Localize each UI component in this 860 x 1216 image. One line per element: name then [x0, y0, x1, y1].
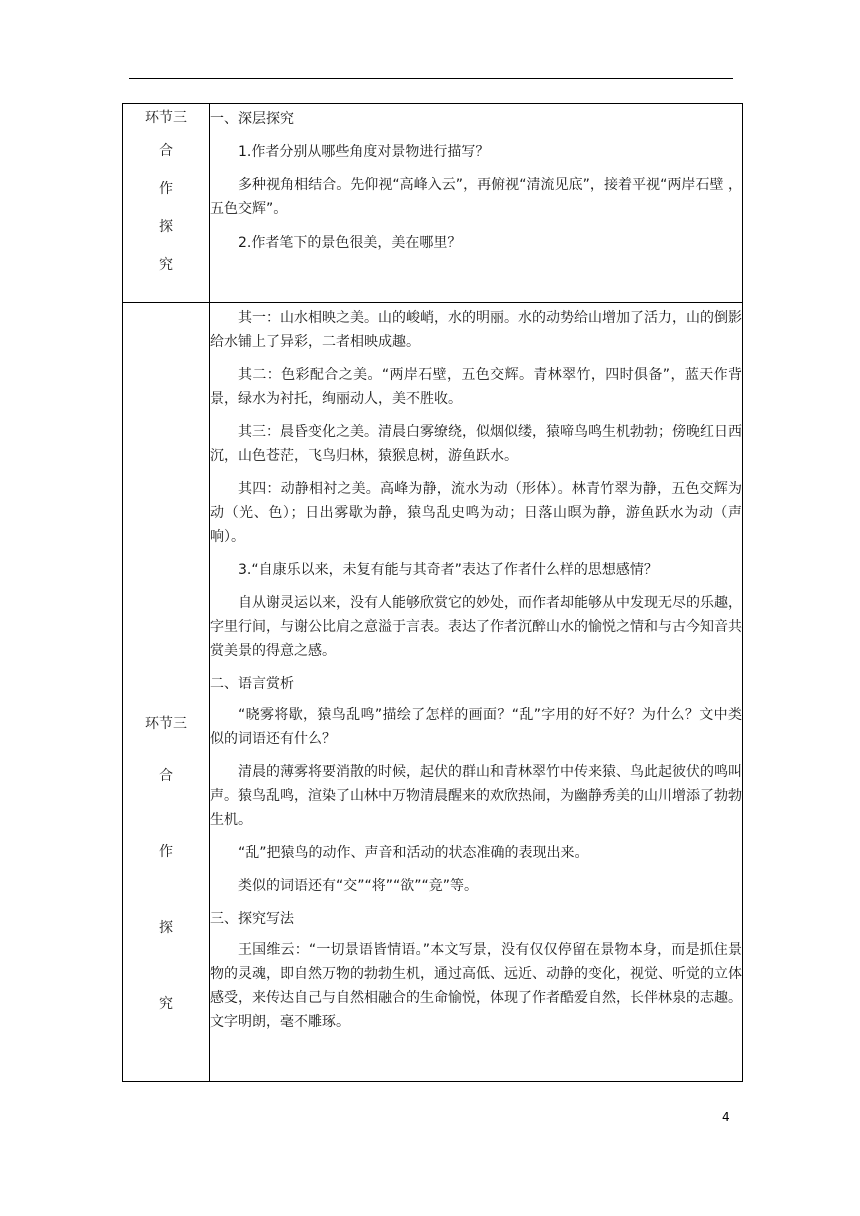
content-cell: [210, 303, 743, 1082]
stage-label-line: 合: [159, 768, 173, 784]
header-rule: [129, 78, 733, 79]
answer: 清晨的薄雾将要消散的时候，起伏的群山和青林翠竹中传来猿、鸟此起彼伏的鸣叫声。猿鸟乱鸣，渲染了山林中万物清晨醒来的欢欣热闹，为幽静秀美的山川增添了勃勃生机。: [210, 764, 742, 828]
stage-label-line: 环节三: [145, 110, 187, 126]
paragraph: 其三：晨昏变化之美。清晨白雾缭绕，似烟似缕，猿啼鸟鸣生机勃勃；傍晚红日西沉，山色苍茫，飞鸟归林，猿猴息树，游鱼跃水。: [210, 424, 742, 464]
stage-label-line: 作: [159, 844, 173, 860]
table-row: [123, 104, 743, 303]
question: “晓雾将歇，猿鸟乱鸣”描绘了怎样的画面？“乱”字用的好不好？为什么？文中类似的词语还有什么？: [210, 707, 742, 747]
paragraph: 王国维云：“一切景语皆情语。”本文写景，没有仅仅停留在景物本身，而是抓住景物的灵魂，即自然万物的勃勃生机，通过高低、远近、动静的变化，视觉、听觉的立体感受，来传达自己与自然相融合的生命愉悦，体现了作者酷爱自然，长伴林泉的志趣。文字明朗，毫不雕琢。: [210, 942, 742, 1030]
section-heading: 三、探究写法: [210, 911, 294, 927]
stage-label: [123, 104, 209, 284]
answer: “乱”把猿鸟的动作、声音和活动的状态准确的表现出来。: [238, 845, 589, 861]
stage-label-line: 环节三: [145, 716, 187, 732]
stage-label-cell: [123, 303, 210, 1082]
lesson-table: [122, 103, 743, 1082]
question: 2.作者笔下的景色很美，美在哪里？: [238, 235, 462, 251]
answer: 自从谢灵运以来，没有人能够欣赏它的妙处，而作者却能够从中发现无尽的乐趣，字里行间，与谢公比肩之意溢于言表。表达了作者沉醉山水的愉悦之情和与古今知音共赏美景的得意之感。: [210, 595, 742, 659]
section-heading: 二、语言赏析: [210, 676, 294, 692]
page-number: 4: [722, 1110, 730, 1124]
stage-label-line: 究: [159, 996, 173, 1012]
table-row: [123, 303, 743, 1082]
paragraph: 其一：山水相映之美。山的峻峭，水的明丽。水的动势给山增加了活力，山的倒影给水铺上了异彩，二者相映成趣。: [210, 310, 742, 350]
stage-label-cell: [123, 104, 210, 303]
stage-label-line: 作: [159, 181, 173, 197]
question: 1.作者分别从哪些角度对景物进行描写？: [238, 144, 490, 160]
stage-label-line: 探: [159, 920, 173, 936]
stage-label-line: 探: [159, 219, 173, 235]
question: 3.“自康乐以来，未复有能与其奇者”表达了作者什么样的思想感情？: [238, 562, 658, 578]
stage-label: [123, 303, 209, 1042]
stage-label-line: 合: [159, 143, 173, 159]
answer: 类似的词语还有“交”“将”“欲”“竞”等。: [238, 878, 479, 894]
section-heading: 一、深层探究: [210, 111, 294, 127]
answer: 多种视角相结合。先仰视“高峰入云”，再俯视“清流见底”，接着平视“两岸石壁 ，五色交辉”。: [210, 177, 742, 217]
paragraph: 其二：色彩配合之美。“两岸石壁，五色交辉。青林翠竹，四时俱备”，蓝天作背景，绿水为衬托，绚丽动人，美不胜收。: [210, 367, 742, 407]
stage-label-line: 究: [159, 257, 173, 273]
paragraph: 其四：动静相衬之美。高峰为静，流水为动（形体）。林青竹翠为静，五色交辉为动（光、色）；日出雾歇为静，猿鸟乱史鸣为动；日落山暝为静，游鱼跃水为动（声响）。: [210, 481, 742, 545]
content-cell: [210, 104, 743, 303]
